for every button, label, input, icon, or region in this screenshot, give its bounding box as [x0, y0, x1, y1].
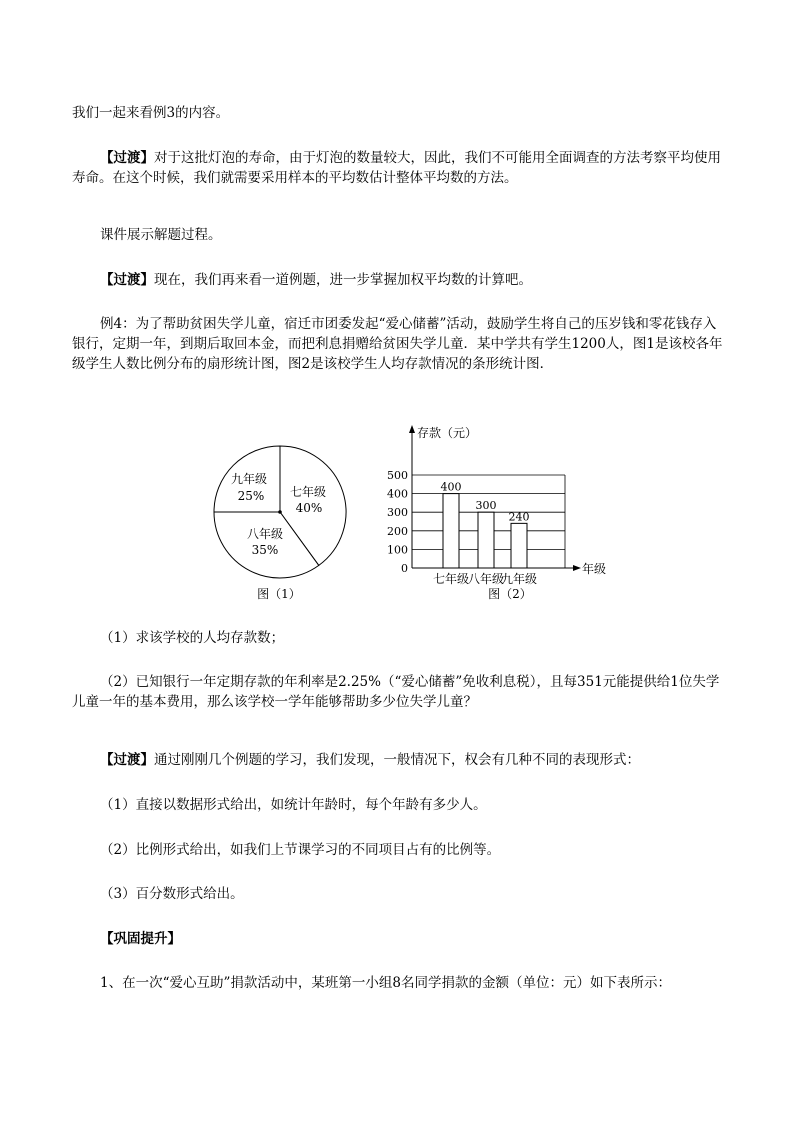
paragraph-example-4: 例4：为了帮助贫困失学儿童，宿迁市团委发起“爱心储蓄”活动，鼓励学生将自己的压岁钱和零花钱存入银行，定期一年，到期后取回本金，而把利息捐赠给贫困失学儿童．某中学共有学生1200人，图1是该校各年级学生人数比例分布的扇形统计图，图2是该校学生人均存款情况的条形统计图．	[72, 316, 723, 372]
x-tick-label: 八年级	[467, 572, 505, 586]
bar-value-label: 400	[440, 480, 462, 494]
pie-chart-figure-1	[205, 430, 365, 610]
transition-text: 对于这批灯泡的寿命，由于灯泡的数量较大，因此，我们不可能用全面调查的方法考察平均使用寿命。在这个时候，我们就需要采用样本的平均数估计整体平均数的方法。	[72, 150, 721, 186]
y-tick-label: 0	[401, 562, 408, 575]
section-heading-consolidate: 【巩固提升】	[100, 931, 181, 947]
paragraph-transition-1	[72, 148, 724, 188]
question-1: （1）求该学校的人均存款数；	[100, 630, 285, 646]
transition-text: 现在，我们再来看一道例题，进一步掌握加权平均数的计算吧。	[154, 272, 532, 288]
pie-label-grade8-pct: 35%	[251, 543, 279, 557]
pie-label-grade8-name: 八年级	[246, 527, 284, 541]
bar-caption: 图（2）	[488, 587, 532, 601]
x-tick-label: 九年级	[500, 572, 538, 586]
y-tick-label: 500	[387, 469, 408, 482]
form-item-2: （2）比例形式给出，如我们上节课学习的不同项目占有的比例等。	[100, 842, 501, 858]
pie-caption: 图（1）	[257, 587, 301, 601]
paragraph-transition-3	[72, 750, 724, 770]
pie-label-grade9-name: 九年级	[230, 472, 268, 486]
paragraph-courseware: 课件展示解题过程。	[100, 227, 222, 243]
y-tick-label: 400	[387, 487, 408, 501]
y-tick-label: 200	[387, 524, 408, 538]
question-2: （2）已知银行一年定期存款的年利率是2.25%（“爱心储蓄”免收利息税），且每351元能提供给1位失学儿童一年的基本费用，那么该学校一学年能够帮助多少位失学儿童？	[72, 674, 720, 710]
pie-center-dot	[278, 510, 282, 514]
pie-label-grade9-pct: 25%	[237, 489, 265, 503]
pie-label-grade7-pct: 40%	[295, 501, 323, 515]
bar-value-label: 300	[475, 499, 497, 513]
bar-chart-figure-2	[385, 420, 615, 610]
y-tick-label: 100	[387, 543, 408, 557]
form-item-3: （3）百分数形式给出。	[100, 886, 244, 902]
bar-3	[511, 523, 527, 568]
x-tick-label: 七年级	[432, 572, 470, 586]
exercise-1: 1、在一次“爱心互助”捐款活动中，某班第一小组8名同学捐款的金额（单位：元）如下表所示：	[100, 975, 671, 991]
transition-tag: 【过渡】	[100, 272, 154, 288]
bar-1	[443, 494, 459, 568]
form-item-1: （1）直接以数据形式给出，如统计年龄时，每个年龄有多少人。	[100, 797, 487, 813]
transition-text: 通过刚刚几个例题的学习，我们发现，一般情况下，权会有几种不同的表现形式：	[154, 752, 640, 768]
y-axis-arrow	[409, 425, 415, 433]
x-axis-label: 年级	[582, 562, 607, 576]
paragraph-transition-2	[72, 270, 724, 290]
bar-2	[478, 512, 494, 568]
pie-label-grade7-name: 七年级	[289, 485, 327, 499]
transition-tag: 【过渡】	[100, 150, 154, 166]
y-axis-label: 存款（元）	[417, 426, 478, 440]
paragraph-intro: 我们一起来看例3的内容。	[72, 105, 230, 121]
y-tick-label: 300	[387, 506, 408, 520]
bar-value-label: 240	[508, 510, 530, 524]
transition-tag: 【过渡】	[100, 752, 154, 768]
x-axis-arrow	[573, 565, 581, 571]
